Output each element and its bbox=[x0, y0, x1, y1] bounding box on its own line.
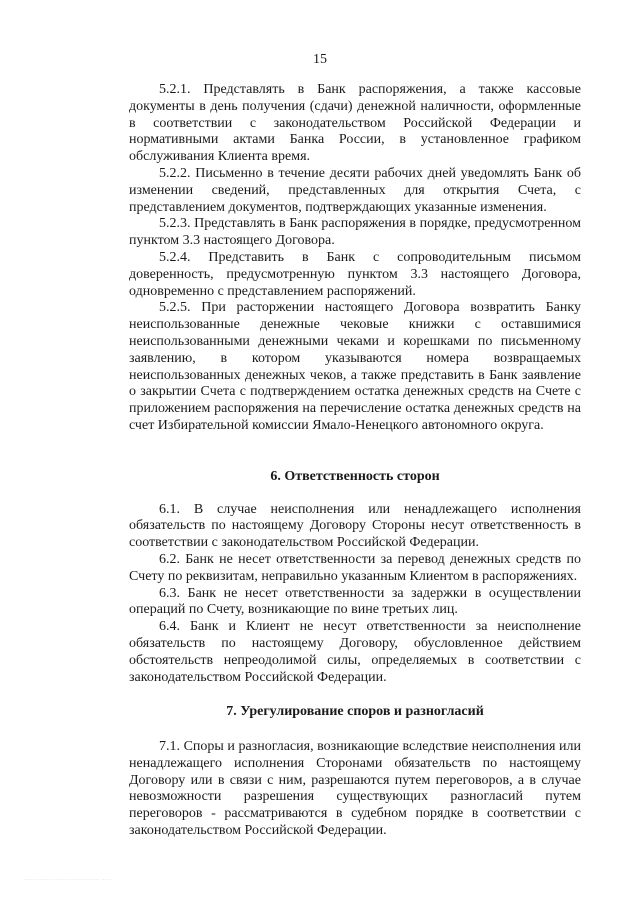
page-number: 15 bbox=[313, 52, 327, 67]
paragraph-6-4: 6.4. Банк и Клиент не несут ответственности за неисполнение обязательств по настоящему Договору, обусловленное действием обстоятельств непреодолимой силы, определяемых в соответствии с законодательством Российской Федерации. bbox=[129, 619, 581, 685]
paragraph-5-2-5: 5.2.5. При расторжении настоящего Договора возвратить Банку неиспользованные денежные чековые книжки с оставшимися неиспользованными денежными чеками и корешками по письменному заявлению, в котором указываются номера возвращаемых неиспользованных денежных чеков, а также представить в Банк заявление о закрытии Счета с подтверждением остатка денежных средств на Счете с приложением распоряжения на перечисление остатка денежных средств на счет Избирательной комиссии Ямало-Ненецкого автономного округа. bbox=[129, 300, 581, 433]
paragraph-5-2-1: 5.2.1. Представлять в Банк распоряжения, а также кассовые документы в день получения (сдачи) денежной наличности, оформленные в соответствии с законодательством Российской Федерации и нормативными актами Банка России, в установленное графиком обслуживания Клиента время. bbox=[129, 82, 581, 165]
paragraph-6-2: 6.2. Банк не несет ответственности за перевод денежных средств по Счету по реквизитам, неправильно указанным Клиентом в распоряжениях. bbox=[129, 551, 581, 584]
paragraph-5-2-4: 5.2.4. Представить в Банк с сопроводительным письмом доверенность, предусмотренную пунктом 3.3 настоящего Договора, одновременно с представлением распоряжений. bbox=[129, 249, 581, 299]
section-7-title: 7. Урегулирование споров и разногласий bbox=[226, 704, 484, 720]
paragraph-6-1: 6.1. В случае неисполнения или ненадлежащего исполнения обязательств по настоящему Договору Стороны несут ответственность в соответствии с законодательством Российской Федерации. bbox=[129, 501, 581, 551]
paragraph-7-1: 7.1. Споры и разногласия, возникающие вследствие неисполнения или ненадлежащего исполнения Сторонами обязательств по настоящему Договору или в связи с ним, разрешаются путем переговоров, а в случае невозможности разрешения существующих разногласий путем переговоров - рассматриваются в судебном порядке в соответствии с законодательством Российской Федерации. bbox=[129, 739, 581, 839]
scan-footer-mark: …………… ……………………… …… bbox=[24, 877, 112, 882]
paragraph-6-3: 6.3. Банк не несет ответственности за задержки в осуществлении операций по Счету, возникающие по вине третьих лиц. bbox=[129, 585, 581, 618]
paragraph-5-2-3: 5.2.3. Представлять в Банк распоряжения в порядке, предусмотренном пунктом 3.3 настоящего Договора. bbox=[129, 216, 581, 249]
document-body bbox=[129, 82, 581, 840]
paragraph-5-2-2: 5.2.2. Письменно в течение десяти рабочих дней уведомлять Банк об изменении сведений, представленных для открытия Счета, с представлением документов, подтверждающих указанные изменения. bbox=[129, 165, 581, 215]
section-6-title: 6. Ответственность сторон bbox=[270, 468, 440, 484]
